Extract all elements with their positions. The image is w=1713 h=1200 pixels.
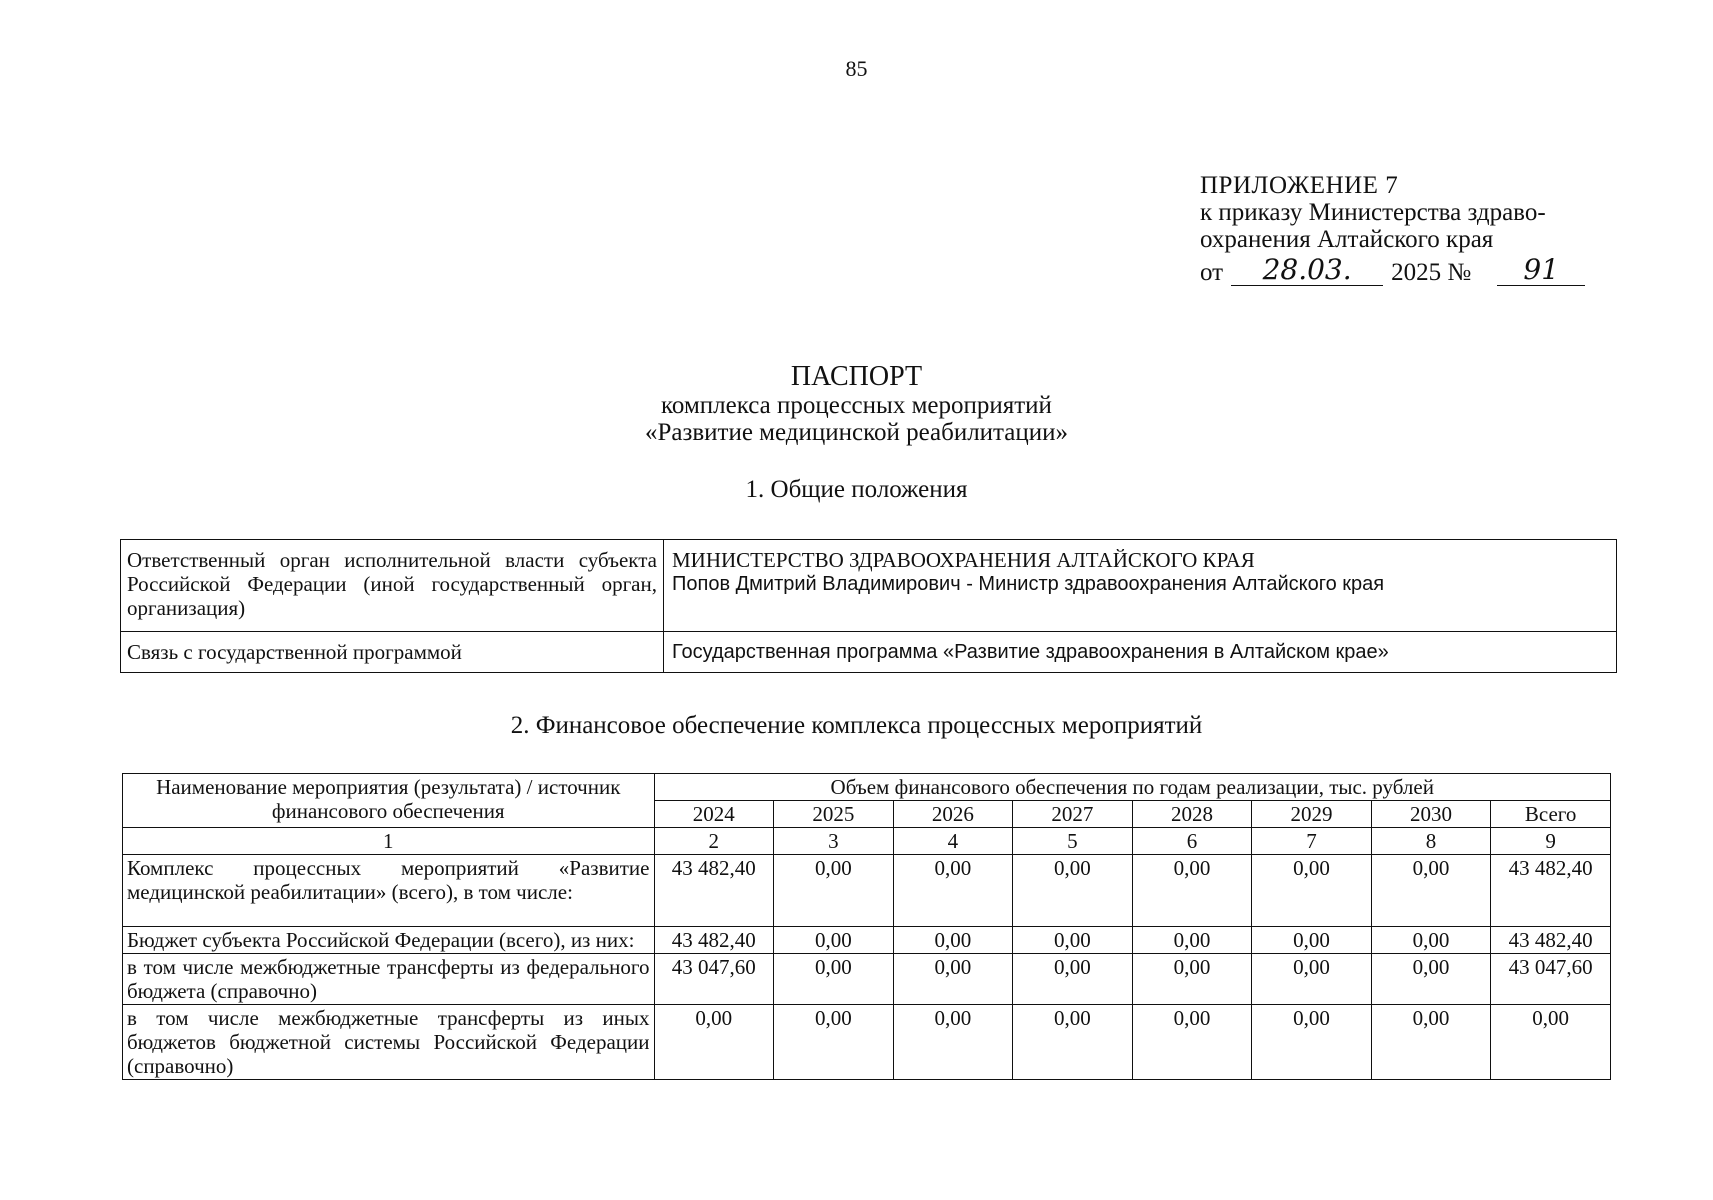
row-value: 0,00 — [893, 855, 1013, 927]
appendix-line-1: к приказу Министерства здраво- — [1200, 199, 1546, 226]
row-value: 0,00 — [1252, 855, 1372, 927]
row-value: 0,00 — [654, 1005, 774, 1080]
row-value: 0,00 — [774, 855, 894, 927]
header-volume: Объем финансового обеспечения по годам реализации, тыс. рублей — [654, 774, 1611, 801]
column-number: 7 — [1252, 828, 1372, 855]
header-row — [123, 774, 1611, 801]
row-value: 0,00 — [1132, 855, 1252, 927]
column-number: 1 — [123, 828, 655, 855]
passport-subtitle-2: «Развитие медицинской реабилитации» — [644, 419, 1069, 446]
row-label: Связь с государственной программой — [121, 632, 664, 673]
year-label: 2025 № — [1391, 259, 1472, 286]
row-value: 0,00 — [1132, 927, 1252, 954]
general-info-table — [120, 539, 1617, 673]
row-value: 0,00 — [1252, 1005, 1372, 1080]
row-value — [664, 540, 1617, 632]
passport-heading — [0, 362, 1713, 446]
section-1-title: 1. Общие положения — [745, 476, 968, 503]
year-header: 2024 — [654, 801, 774, 828]
column-number: 6 — [1132, 828, 1252, 855]
row-value: 0,00 — [1132, 954, 1252, 1005]
column-number: 8 — [1371, 828, 1491, 855]
row-value: 43 047,60 — [1491, 954, 1611, 1005]
year-header: 2025 — [774, 801, 894, 828]
row-name: Бюджет субъекта Российской Федерации (всего), из них: — [123, 927, 655, 954]
passport-subtitle-1: комплекса процессных мероприятий — [661, 392, 1052, 419]
column-number: 3 — [774, 828, 894, 855]
page-number: 85 — [845, 56, 868, 81]
table-row — [121, 632, 1617, 673]
row-value: 0,00 — [893, 927, 1013, 954]
row-value: 0,00 — [1371, 855, 1491, 927]
row-value: 0,00 — [1371, 1005, 1491, 1080]
section-2-title: 2. Финансовое обеспечение комплекса процессных мероприятий — [510, 712, 1203, 739]
row-value: 0,00 — [1252, 954, 1372, 1005]
row-value: 43 482,40 — [654, 927, 774, 954]
row-label: Ответственный орган исполнительной власти субъекта Российской Федерации (иной государственный орган, организация) — [121, 540, 664, 632]
appendix-date-line — [1200, 255, 1585, 286]
date-prefix: от — [1200, 259, 1224, 286]
row-value: 0,00 — [1491, 1005, 1611, 1080]
row-value: Государственная программа «Развитие здравоохранения в Алтайском крае» — [664, 632, 1617, 673]
appendix-title: ПРИЛОЖЕНИЕ 7 — [1200, 172, 1399, 199]
row-value: 0,00 — [1013, 954, 1133, 1005]
table-row — [121, 540, 1617, 632]
appendix-block — [1200, 172, 1585, 286]
year-header: Всего — [1491, 801, 1611, 828]
year-header: 2028 — [1132, 801, 1252, 828]
row-value: 0,00 — [1013, 855, 1133, 927]
row-value: 0,00 — [774, 1005, 894, 1080]
passport-title: ПАСПОРТ — [790, 361, 923, 392]
handwritten-date: 28.03. — [1231, 255, 1383, 286]
year-header: 2027 — [1013, 801, 1133, 828]
table-row — [123, 927, 1611, 954]
minister-name: Попов Дмитрий Владимирович - Министр здравоохранения Алтайского края — [672, 573, 1385, 595]
year-header: 2029 — [1252, 801, 1372, 828]
row-value: 43 482,40 — [1491, 927, 1611, 954]
row-value: 0,00 — [1013, 1005, 1133, 1080]
column-numbers-row — [123, 828, 1611, 855]
financing-table — [122, 773, 1611, 1080]
row-value: 43 047,60 — [654, 954, 774, 1005]
row-name: в том числе межбюджетные трансферты из федерального бюджета (справочно) — [123, 954, 655, 1005]
row-name: в том числе межбюджетные трансферты из иных бюджетов бюджетной системы Российской Федерации (справочно) — [123, 1005, 655, 1080]
row-value: 0,00 — [1371, 954, 1491, 1005]
row-value: 43 482,40 — [654, 855, 774, 927]
header-name: Наименование мероприятия (результата) / источник финансового обеспечения — [123, 774, 655, 828]
ministry-name: МИНИСТЕРСТВО ЗДРАВООХРАНЕНИЯ АЛТАЙСКОГО КРАЯ — [672, 548, 1255, 572]
year-header: 2026 — [893, 801, 1013, 828]
appendix-line-2: охранения Алтайского края — [1200, 226, 1494, 253]
column-number: 4 — [893, 828, 1013, 855]
row-value: 0,00 — [893, 1005, 1013, 1080]
row-value: 0,00 — [774, 954, 894, 1005]
column-number: 2 — [654, 828, 774, 855]
row-name: Комплекс процессных мероприятий «Развитие медицинской реабилитации» (всего), в том числе: — [123, 855, 655, 927]
row-value: 43 482,40 — [1491, 855, 1611, 927]
table-row — [123, 855, 1611, 927]
table-row — [123, 954, 1611, 1005]
year-header: 2030 — [1371, 801, 1491, 828]
column-number: 5 — [1013, 828, 1133, 855]
row-value: 0,00 — [1371, 927, 1491, 954]
column-number: 9 — [1491, 828, 1611, 855]
row-value: 0,00 — [774, 927, 894, 954]
row-value: 0,00 — [1252, 927, 1372, 954]
row-value: 0,00 — [893, 954, 1013, 1005]
table-row — [123, 1005, 1611, 1080]
handwritten-number: 91 — [1497, 255, 1585, 286]
row-value: 0,00 — [1132, 1005, 1252, 1080]
row-value: 0,00 — [1013, 927, 1133, 954]
